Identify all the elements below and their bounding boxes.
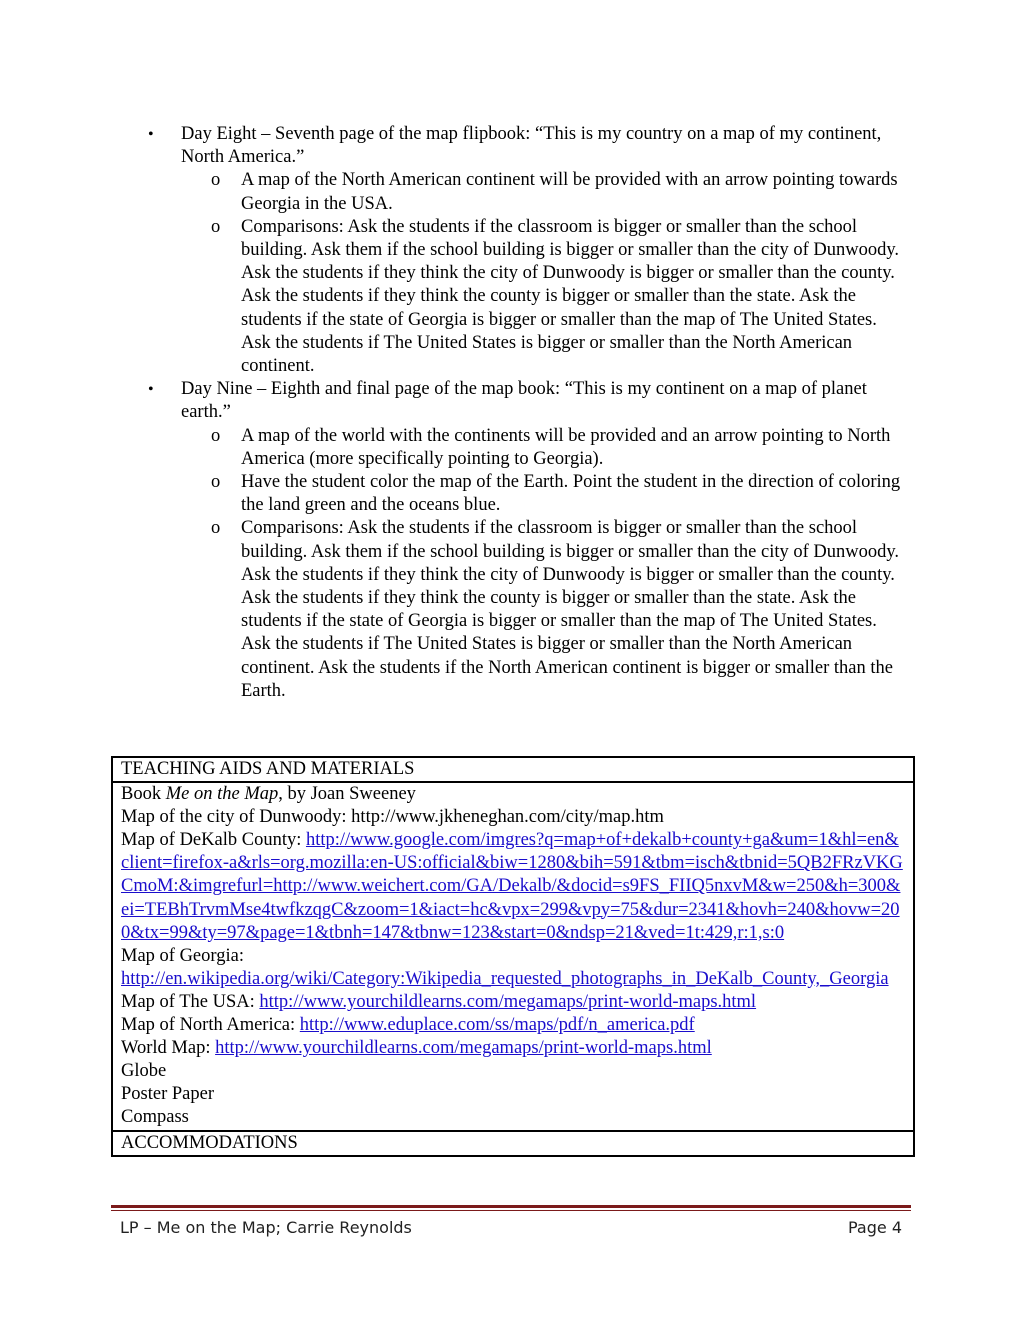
world-label: World Map:: [121, 1038, 216, 1059]
bullet-icon: •: [148, 381, 154, 399]
accommodations-row: [113, 1130, 913, 1155]
footer-rule-thin: [111, 1210, 911, 1211]
sub-bullet-icon: o: [211, 425, 221, 446]
book-title: Me on the Map: [165, 784, 279, 805]
sub-item: [181, 169, 910, 215]
georgia-map-link[interactable]: http://en.wikipedia.org/wiki/Category:Wikipedia_requested_photographs_in_DeKalb_County,_Georgia: [121, 968, 889, 989]
accommodations-header: ACCOMMODATIONS: [121, 1132, 298, 1153]
footer-rule: [111, 1205, 911, 1208]
footer-title: LP – Me on the Map; Carrie Reynolds: [120, 1218, 412, 1237]
book-suffix: , by Joan Sweeney: [278, 784, 416, 805]
day-eight-subitems: [181, 169, 910, 378]
day-nine-subitems: [181, 425, 910, 703]
sub-bullet-icon: o: [211, 170, 221, 191]
dunwoody-map-line: Map of the city of Dunwoody: http://www.jkheneghan.com/city/map.htm: [121, 807, 664, 828]
sub-item-text: Comparisons: Ask the students if the classroom is bigger or smaller than the school building. Ask them if the school building is bigger or smaller than the city of Dunwoody. Ask the students if they think the city of Dunwoody is bigger or smaller than the county. Ask the students if they think the county is bigger or smaller than the state. Ask the students if the state of Georgia is bigger or smaller than the map of The United States. Ask the students if The United States is bigger or smaller than the North American continent.: [241, 216, 900, 377]
usa-label: Map of The USA:: [121, 991, 260, 1012]
day-nine-item: [120, 378, 910, 703]
page-number: Page 4: [848, 1218, 902, 1237]
world-map-line: [121, 1037, 905, 1060]
lesson-body: [120, 123, 910, 703]
table-header-row: [113, 758, 913, 781]
sub-bullet-icon: o: [211, 216, 221, 237]
north-america-map-link[interactable]: http://www.eduplace.com/ss/maps/pdf/n_america.pdf: [299, 1015, 695, 1036]
georgia-map-line: [121, 968, 905, 991]
materials-table: [111, 756, 915, 1157]
materials-row: [113, 781, 913, 1129]
sub-bullet-icon: o: [211, 518, 221, 539]
sub-item-text: A map of the North American continent will be provided with an arrow pointing towards Georgia in the USA.: [241, 170, 898, 214]
poster-paper-line: Poster Paper: [121, 1084, 214, 1105]
sub-item: [181, 425, 910, 471]
sub-item-text: A map of the world with the continents will be provided and an arrow pointing to North America (more specifically pointing to Georgia).: [241, 425, 891, 469]
sub-item-text: Comparisons: Ask the students if the classroom is bigger or smaller than the school building. Ask them if the school building is bigger or smaller than the city of Dunwoody. Ask the students if they think the city of Dunwoody is bigger or smaller than the county. Ask the students if they think the county is bigger or smaller than the state. Ask the students if the state of Georgia is bigger or smaller than the map of The United States. Ask the students if The United States is bigger or smaller than the North American continent. Ask the students if the North American continent is bigger or smaller than the Earth.: [241, 518, 900, 701]
sub-item-text: Have the student color the map of the Earth. Point the student in the direction of coloring the land green and the oceans blue.: [241, 472, 901, 516]
table-header: TEACHING AIDS AND MATERIALS: [121, 759, 415, 779]
dekalb-map-line: [121, 829, 905, 944]
usa-map-link[interactable]: http://www.yourchildlearns.com/megamaps/print-world-maps.html: [259, 991, 757, 1012]
usa-map-line: [121, 991, 905, 1014]
globe-line: Globe: [121, 1061, 167, 1082]
sub-item: [181, 471, 910, 517]
book-line: [121, 783, 905, 806]
georgia-map-label: Map of Georgia:: [121, 945, 244, 966]
day-list: [120, 123, 910, 703]
dekalb-map-link[interactable]: http://www.google.com/imgres?q=map+of+dekalb+county+ga&um=1&hl=en&client=firefox-a&rls=org.mozilla:en-US:official&biw=1280&bih=591&tbm=isch&tbnid=5QB2FRzVKGCmoM:&imgrefurl=http://www.weichert.com/GA/Dekalb/&docid=s9FS_FIIQ5nxvM&w=250&h=300&ei=TEBhTrvmMse4twfkzqgC&zoom=1&iact=hc&vpx=299&vpy=75&dur=2341&hovh=240&hovw=200&tx=99&ty=97&page=1&tbnh=147&tbnw=123&start=0&ndsp=21&ved=1t:429,r:1,s:0: [121, 830, 903, 943]
north-america-map-line: [121, 1014, 905, 1037]
dekalb-label: Map of DeKalb County:: [121, 830, 306, 851]
world-map-link[interactable]: http://www.yourchildlearns.com/megamaps/print-world-maps.html: [215, 1038, 712, 1059]
north-america-label: Map of North America:: [121, 1015, 300, 1036]
day-nine-text: Day Nine – Eighth and final page of the map book: “This is my continent on a map of planet earth.”: [181, 379, 867, 423]
sub-item: [181, 216, 910, 378]
sub-item: [181, 517, 910, 703]
book-prefix: Book: [121, 784, 166, 805]
compass-line: Compass: [121, 1107, 189, 1128]
bullet-icon: •: [148, 126, 154, 143]
day-eight-item: [120, 123, 910, 378]
sub-bullet-icon: o: [211, 472, 221, 493]
day-eight-text: Day Eight – Seventh page of the map flipbook: “This is my country on a map of my continent, North America.”: [181, 124, 882, 168]
